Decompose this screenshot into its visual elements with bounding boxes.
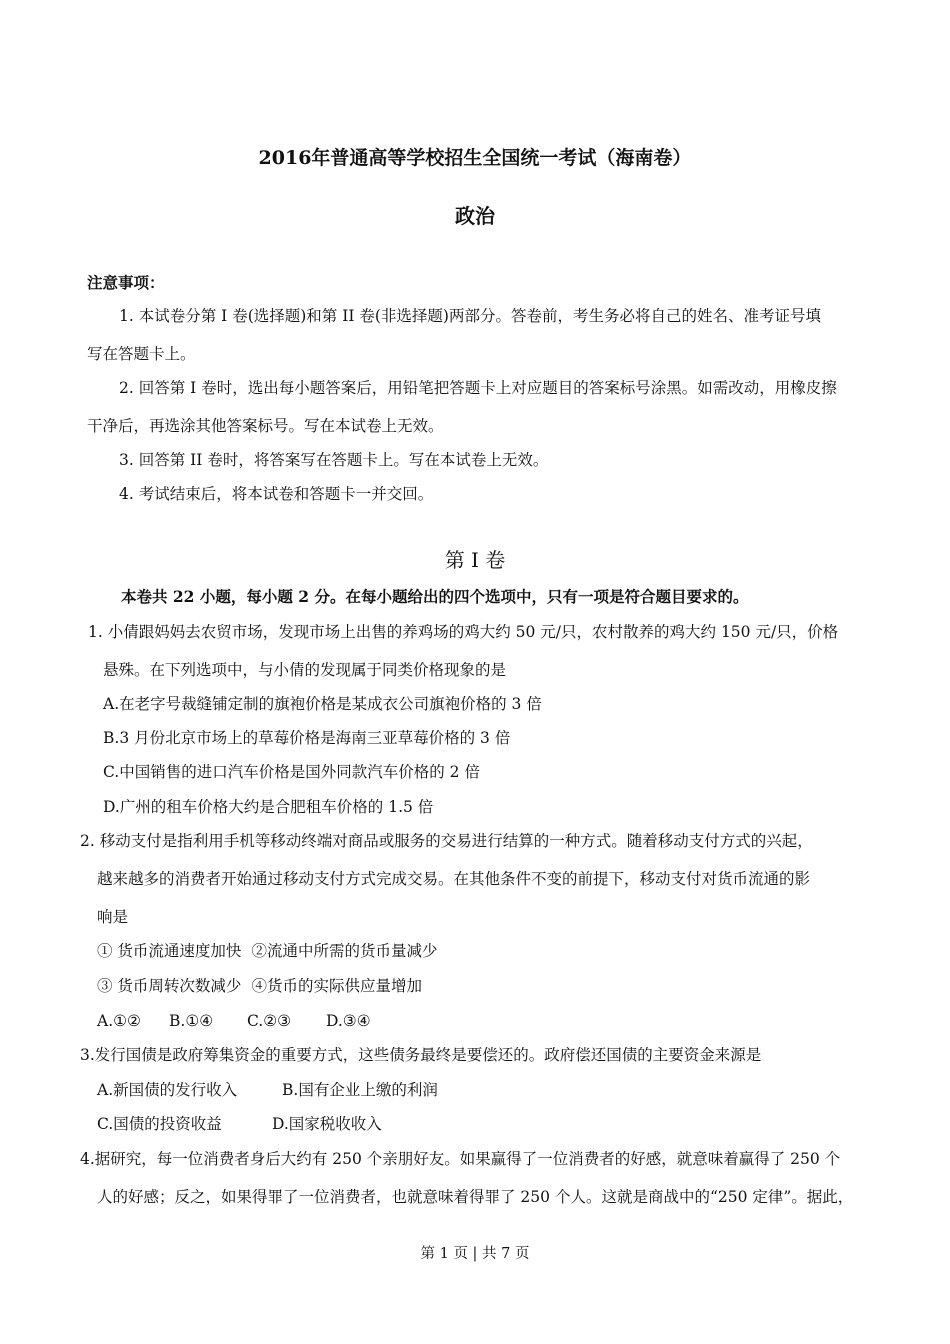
q4-stem-line-1: 4.据研究，每一位消费者身后大约有 250 个亲朋好友。如果赢得了一位消费者的好感，就意味着赢得了 250 个 xyxy=(80,1150,841,1168)
part-1-instruction: 本卷共 22 小题，每小题 2 分。在每小题给出的四个选项中，只有一项是符合题目要求的。 xyxy=(121,587,749,606)
q3-option-a: A.新国债的发行收入 xyxy=(97,1081,238,1099)
q2-statements-row-2 xyxy=(97,976,422,996)
exam-title: 2016年普通高等学校招生全国统一考试（海南卷） xyxy=(258,147,692,169)
q2-statements-row-1 xyxy=(97,941,437,961)
q1-option-d: D.广州的租车价格大约是合肥租车价格的 1.5 倍 xyxy=(103,798,434,816)
q4-stem-line-2: 人的好感；反之，如果得罪了一位消费者，也就意味着得罪了 250 个人。这就是商战中的“250 定律”。据此， xyxy=(97,1188,854,1206)
q3-options-row-1 xyxy=(97,1080,438,1100)
q2-option-b: B.①④ xyxy=(169,1012,214,1030)
q1-option-c: C.中国销售的进口汽车价格是国外同款汽车价格的 2 倍 xyxy=(103,763,480,781)
notice-item-1-line-1: 1. 本试卷分第 I 卷(选择题)和第 II 卷(非选择题)两部分。答卷前，考生务必将自己的姓名、准考证号填 xyxy=(119,307,821,325)
notice-item-4: 4. 考试结束后，将本试卷和答题卡一并交回。 xyxy=(119,485,434,503)
q3-option-b: B.国有企业上缴的利润 xyxy=(282,1081,438,1099)
q1-stem-line-1: 1. 小倩跟妈妈去农贸市场，发现市场上出售的养鸡场的鸡大约 50 元/只，农村散养的鸡大约 150 元/只，价格 xyxy=(88,623,839,641)
part-1-heading: 第 I 卷 xyxy=(444,548,506,572)
notice-item-2-line-2: 干净后，再选涂其他答案标号。写在本试卷上无效。 xyxy=(87,417,444,435)
notice-heading: 注意事项： xyxy=(87,273,165,292)
q2-statement-4: ④货币的实际供应量增加 xyxy=(251,977,422,995)
q2-options xyxy=(97,1011,371,1031)
notice-item-3: 3. 回答第 II 卷时，将答案写在答题卡上。写在本试卷上无效。 xyxy=(119,451,549,469)
q1-option-a: A.在老字号裁缝铺定制的旗袍价格是某成衣公司旗袍价格的 3 倍 xyxy=(103,695,542,713)
q2-option-a: A.①② xyxy=(97,1012,141,1030)
subject-title: 政治 xyxy=(455,204,495,228)
q2-statement-3: ③ 货币周转次数减少 xyxy=(97,977,242,995)
q1-stem-line-2: 悬殊。在下列选项中，与小倩的发现属于同类价格现象的是 xyxy=(103,661,507,679)
q3-stem: 3.发行国债是政府筹集资金的重要方式，这些债务最终是要偿还的。政府偿还国债的主要资金来源是 xyxy=(80,1046,762,1064)
notice-item-1-line-2: 写在答题卡上。 xyxy=(87,345,196,363)
q3-options-row-2 xyxy=(97,1114,382,1134)
q2-stem-line-3: 响是 xyxy=(97,908,129,926)
q2-option-d: D.③④ xyxy=(326,1012,371,1030)
q2-stem-line-1: 2. 移动支付是指利用手机等移动终端对商品或服务的交易进行结算的一种方式。随着移动支付方式的兴起， xyxy=(80,832,813,850)
q1-option-b: B.3 月份北京市场上的草莓价格是海南三亚草莓价格的 3 倍 xyxy=(103,729,511,747)
notice-item-2-line-1: 2. 回答第 I 卷时，选出每小题答案后，用铅笔把答题卡上对应题目的答案标号涂黑。如需改动，用橡皮擦 xyxy=(119,379,837,397)
page-footer: 第 1 页 | 共 7 页 xyxy=(420,1246,530,1262)
q2-option-c: C.②③ xyxy=(247,1012,292,1030)
q3-option-c: C.国债的投资收益 xyxy=(97,1115,222,1133)
q2-statement-2: ②流通中所需的货币量减少 xyxy=(251,942,438,960)
q2-stem-line-2: 越来越多的消费者开始通过移动支付方式完成交易。在其他条件不变的前提下，移动支付对货币流通的影 xyxy=(97,870,811,888)
q3-option-d: D.国家税收收入 xyxy=(272,1115,382,1133)
q2-statement-1: ① 货币流通速度加快 xyxy=(97,942,242,960)
